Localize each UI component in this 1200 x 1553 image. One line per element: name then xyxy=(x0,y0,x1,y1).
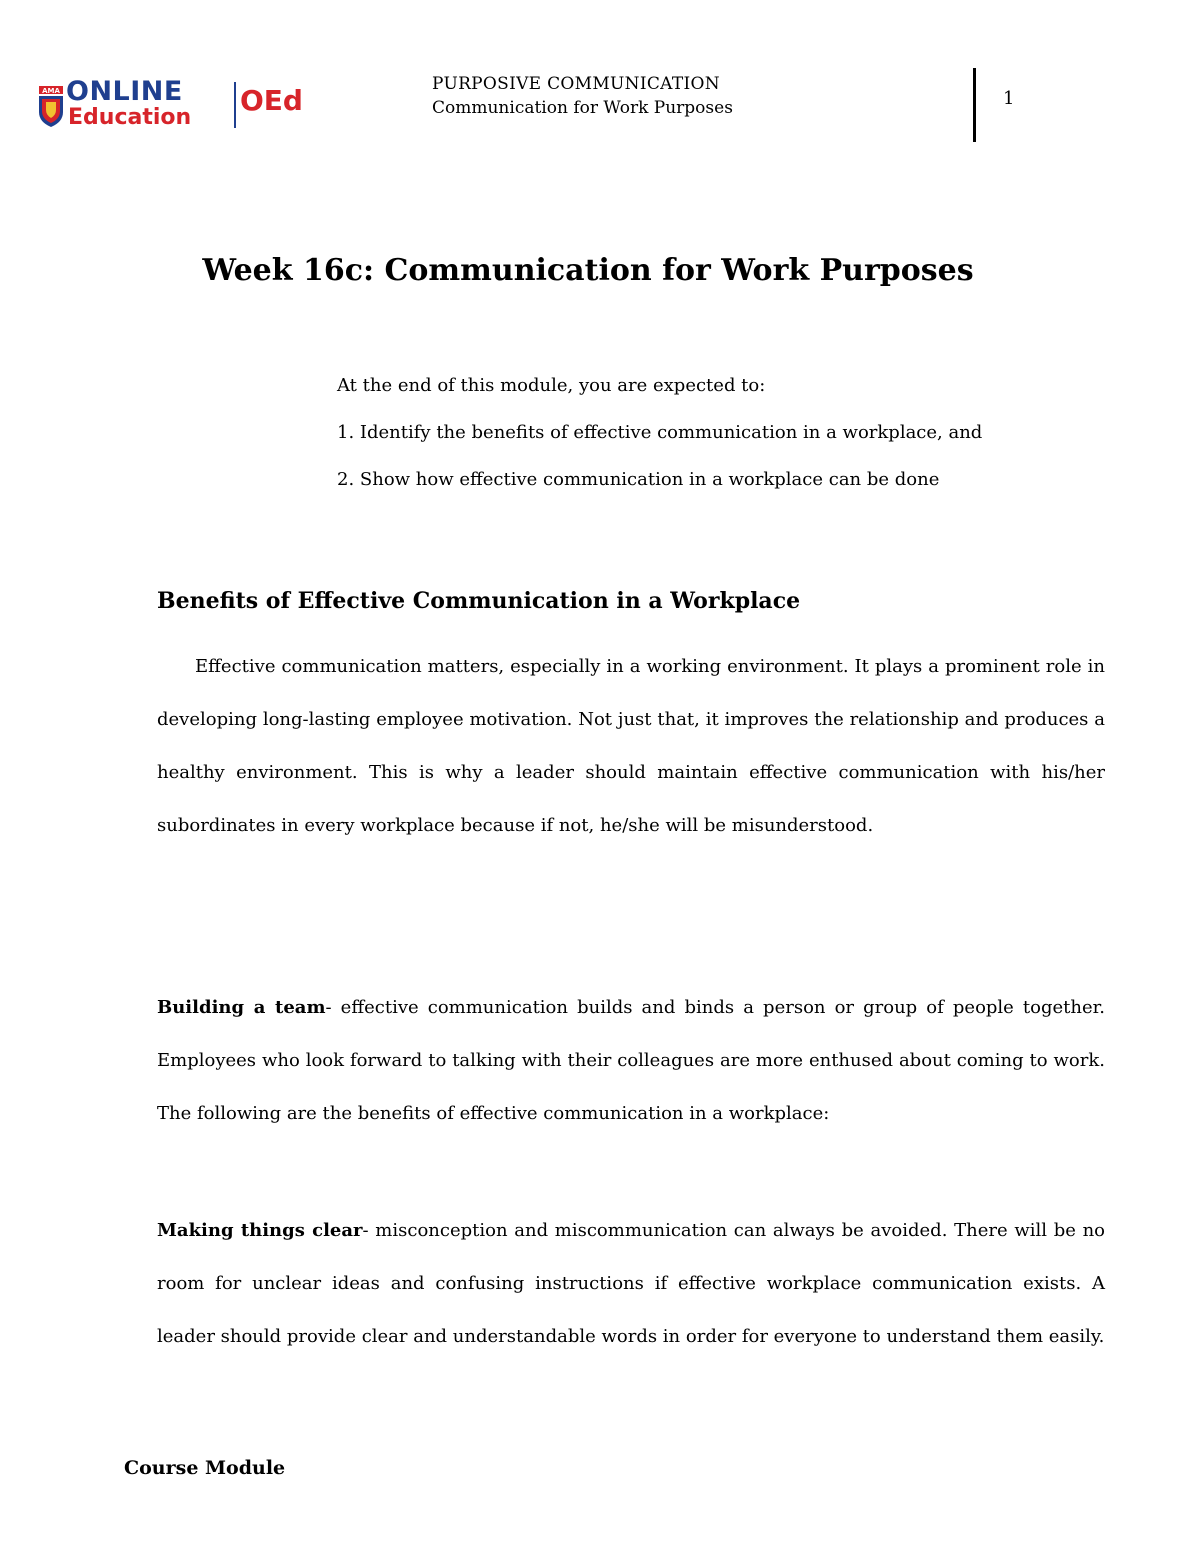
logo-oed-text: OEd xyxy=(240,84,303,117)
page-number: 1 xyxy=(1003,88,1015,109)
logo-divider xyxy=(234,82,236,128)
online-education-logo xyxy=(36,76,303,136)
objective-item: 1. Identify the benefits of effective communication in a workplace, and xyxy=(337,422,983,443)
objectives-intro: At the end of this module, you are expected to: xyxy=(337,375,766,396)
header-divider xyxy=(973,68,976,142)
paragraph-text: - effective communication builds and binds a person or group of people together. Employees who look forward to talking with their colleagues are more enthused about coming to work. The following are the benefits of effective communication in a workplace: xyxy=(157,997,1105,1124)
ama-shield-icon xyxy=(36,84,66,128)
footer-label: Course Module xyxy=(124,1457,286,1479)
body-paragraph xyxy=(157,1204,1105,1363)
page-title: Week 16c: Communication for Work Purposes xyxy=(202,253,974,288)
header-course-title: PURPOSIVE COMMUNICATION xyxy=(432,74,720,94)
header-module-subtitle: Communication for Work Purposes xyxy=(432,98,733,118)
body-paragraph xyxy=(157,981,1105,1140)
objective-item: 2. Show how effective communication in a workplace can be done xyxy=(337,469,940,490)
logo-education-text: Education xyxy=(68,105,192,130)
body-paragraph: Effective communication matters, especially in a working environment. It plays a prominent role in developing long-lasting employee motivation. Not just that, it improves the relationship and produces a healthy environment. This is why a leader should maintain effective communication with his/her subordinates in every workplace because if not, he/she will be misunderstood. xyxy=(157,656,1105,836)
logo-online-text: ONLINE xyxy=(66,76,183,107)
paragraph-lead-term: Building a team xyxy=(157,997,326,1018)
paragraph-text: - misconception and miscommunication can always be avoided. There will be no room for unclear ideas and confusing instructions if effective workplace communication exists. A leader should provide clear and understandable words in order for everyone to understand them easily. xyxy=(157,1220,1106,1347)
svg-text:AMA: AMA xyxy=(42,87,60,95)
section-heading: Benefits of Effective Communication in a Workplace xyxy=(157,588,801,614)
paragraph-lead-term: Making things clear xyxy=(157,1220,363,1241)
